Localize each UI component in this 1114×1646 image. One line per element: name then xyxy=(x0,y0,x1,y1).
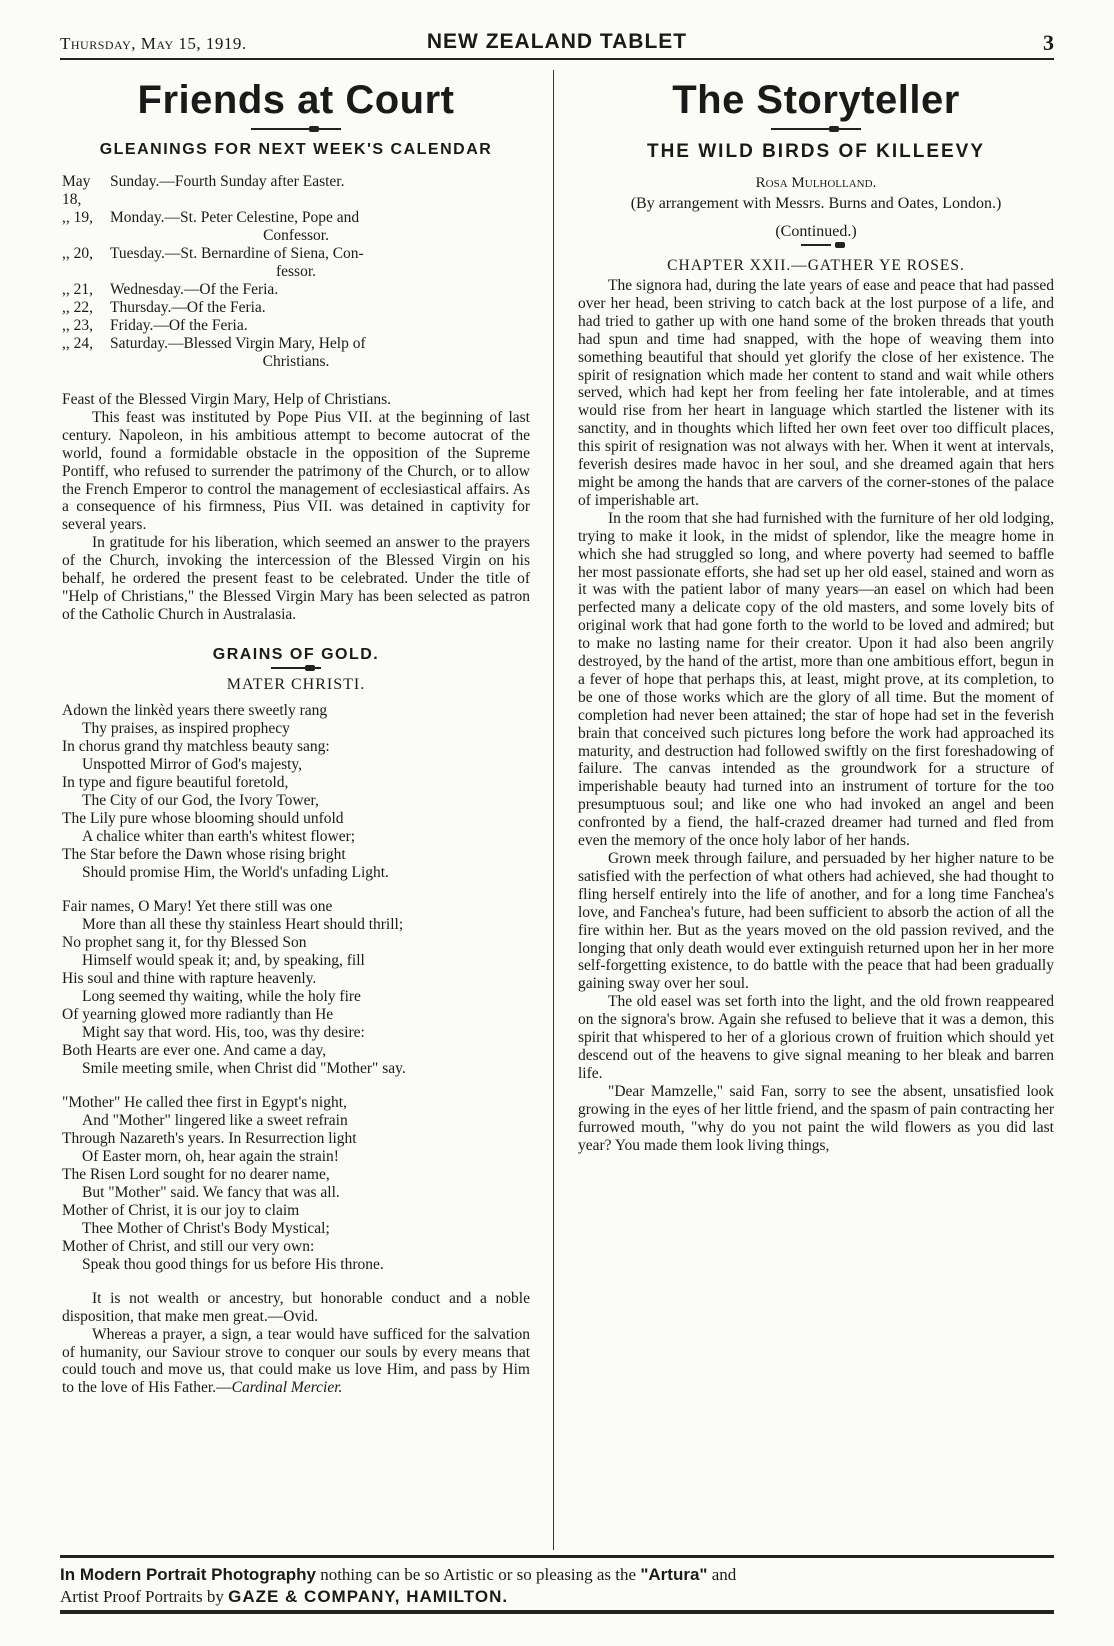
poem-line: But "Mother" said. We fancy that was all. xyxy=(82,1183,340,1201)
poem-line: No prophet sang it, for thy Blessed Son xyxy=(62,933,307,951)
calendar-entry xyxy=(62,173,530,209)
arrangement-note: (By arrangement with Messrs. Burns and Oates, London.) xyxy=(630,195,1002,212)
poem-stanza xyxy=(62,1094,530,1274)
bottom-rule xyxy=(60,1610,1054,1614)
calendar-heading: GLEANINGS FOR NEXT WEEK'S CALENDAR xyxy=(99,141,493,158)
calendar-entry xyxy=(62,299,530,317)
masthead: NEW ZEALAND TABLET xyxy=(426,30,688,53)
calendar-text: Sunday.—Fourth Sunday after Easter. xyxy=(110,173,345,190)
story-author: Rosa Mulholland. xyxy=(755,175,877,191)
poem-line: Himself would speak it; and, by speaking, fill xyxy=(82,951,365,969)
ornament-rule-small xyxy=(801,243,831,247)
poem-line: Might say that word. His, too, was thy desire: xyxy=(82,1023,365,1041)
section-title-friends: Friends at Court xyxy=(137,78,455,122)
calendar-list xyxy=(62,173,530,371)
ad-company: GAZE & COMPANY, HAMILTON. xyxy=(228,1587,509,1606)
ad-text-2: and xyxy=(707,1565,737,1584)
poem-line: Fair names, O Mary! Yet there still was one xyxy=(62,897,333,915)
calendar-continuation: fessor. xyxy=(275,263,317,280)
poem-line: In chorus grand thy matchless beauty sang: xyxy=(62,737,330,755)
story-paragraph: The old easel was set forth into the light, and the old frown reappeared on the signora's brow. Again she refused to believe that it was a demon, this spirit that whispered to her of a glorious crown of fruition which should yet descend out of the heavens to give signal meaning to her bleak and barren life. xyxy=(578,993,1054,1082)
quote-mercier xyxy=(62,1326,530,1398)
story-paragraph: The signora had, during the late years of ease and peace that had passed over her head, been striving to catch back at the lost purpose of a life, and had tried to gather up with one hand some of the broken threads that youth had spun and time had snapped, with the hope of weaving them into something beautiful that should yet glorify the close of her existence. The spirit of resignation which made her content to stand and wait while others served, which had kept her from feeling her fate intolerable, and at times would rise from her heart in language which startled the listener with its sanctity, and in thoughts which lifted her own feet over too difficult places, this spirit of resignation was not always with her. When it went at intervals, feverish desires made havoc in her soul, and she dreamed again that hers might be among the hands that are carvers of the corner-stones of the palace of imperishable art. xyxy=(578,277,1054,509)
story-title: THE WILD BIRDS OF KILLEEVY xyxy=(646,141,986,162)
left-column xyxy=(62,72,530,1397)
poem-line: A chalice whiter than earth's whitest flower; xyxy=(82,827,356,845)
calendar-date: ,, 23, xyxy=(62,317,93,334)
ad-emphasis-1: In Modern Portrait Photography xyxy=(60,1565,316,1584)
story-body xyxy=(578,277,1054,1154)
calendar-entry xyxy=(62,335,530,353)
ad-line-2 xyxy=(60,1586,1054,1608)
calendar-text: Friday.—Of the Feria. xyxy=(110,317,248,334)
calendar-continuation: Confessor. xyxy=(263,227,329,244)
poem-line: Long seemed thy waiting, while the holy fire xyxy=(82,987,361,1005)
poem-line: Thee Mother of Christ's Body Mystical; xyxy=(82,1219,330,1237)
story-paragraph: "Dear Mamzelle," said Fan, sorry to see the absent, unsatisfied look growing in the eyes of her little friend, and the spasm of pain contracting her furrowed mouth, "why do you not paint the wild flowers as you did last year? You made them look living things, xyxy=(578,1082,1054,1154)
quote-ovid: It is not wealth or ancestry, but honorable conduct and a noble disposition, that make men great.—Ovid. xyxy=(62,1289,530,1325)
poem-line: Adown the linkèd years there sweetly rang xyxy=(62,701,328,719)
calendar-entry xyxy=(62,209,530,227)
poem-line: Should promise Him, the World's unfading Light. xyxy=(82,863,389,881)
poem-line: Through Nazareth's years. In Resurrection light xyxy=(62,1129,357,1147)
calendar-text: Monday.—St. Peter Celestine, Pope and xyxy=(110,209,360,226)
chapter-heading: CHAPTER XXII.—GATHER YE ROSES. xyxy=(667,257,965,274)
issue-date: Thursday, May 15, 1919. xyxy=(60,34,247,53)
feast-paragraph-2: In gratitude for his liberation, which seemed an answer to the prayers of the Church, invoking the intercession of the Blessed Virgin on his behalf, he ordered the present feast to be celebrated. Under the title of "Help of Christians," the Blessed Virgin Mary has been selected as patron of the Catholic Church in Australasia. xyxy=(62,534,530,623)
poem-line: And "Mother" lingered like a sweet refrain xyxy=(82,1111,348,1129)
section-title-storyteller: The Storyteller xyxy=(672,78,960,122)
calendar-entry xyxy=(62,245,530,263)
poem-line: Mother of Christ, and still our very own: xyxy=(62,1237,315,1255)
poem-line: Both Hearts are ever one. And came a day, xyxy=(62,1041,327,1059)
poem-line: Thy praises, as inspired prophecy xyxy=(82,719,290,737)
poem-title: MATER CHRISTI. xyxy=(226,675,366,693)
poem-line: More than all these thy stainless Heart should thrill; xyxy=(82,915,404,933)
ad-brand: "Artura" xyxy=(640,1565,708,1584)
poem-line: Of yearning glowed more radiantly than He xyxy=(62,1005,334,1023)
calendar-date: ,, 20, xyxy=(62,245,93,262)
poem-line: In type and figure beautiful foretold, xyxy=(62,773,289,791)
ornament-rule xyxy=(771,127,861,131)
calendar-date: ,, 22, xyxy=(62,299,93,316)
poem xyxy=(62,702,530,1274)
feast-paragraph-1: This feast was instituted by Pope Pius VII. at the beginning of last century. Napoleon, in his ambitious attempt to become autocrat of the world, found a formidable obstacle in the opposition of the Supreme Pontiff, who refused to surrender the patrimony of the Church, or to allow the French Emperor to control the management of ecclesiastical affairs. As a consequence of his firmness, Pius VII. was detained in captivity for several years. xyxy=(62,408,530,534)
ad-line-1 xyxy=(60,1564,1054,1586)
calendar-date: ,, 21, xyxy=(62,281,93,298)
calendar-entry xyxy=(62,317,530,335)
poem-stanza xyxy=(62,702,530,882)
poem-line: Mother of Christ, it is our joy to claim xyxy=(62,1201,300,1219)
calendar-text: Thursday.—Of the Feria. xyxy=(110,299,266,316)
grains-heading: GRAINS OF GOLD. xyxy=(212,645,380,663)
poem-line: Smile meeting smile, when Christ did "Mother" say. xyxy=(82,1059,406,1077)
poem-line: His soul and thine with rapture heavenly. xyxy=(62,969,317,987)
advertisement-footer xyxy=(60,1555,1054,1608)
ad-text-3: Artist Proof Portraits by xyxy=(60,1587,229,1606)
calendar-date: ,, 24, xyxy=(62,335,93,352)
calendar-date: ,, 19, xyxy=(62,209,93,226)
page-number: 3 xyxy=(1043,30,1054,55)
page-header xyxy=(60,30,1054,60)
story-paragraph: Grown meek through failure, and persuaded by her higher nature to be satisfied with the perfection of what others had achieved, she had thought to fling herself entirely into the life of another, and for a long time Fanchea's love, and Fanchea's future, had been sufficient to absorb the action of all the fire within her. But as the years moved on the old passion revived, and the longing that only death would ever extinguish returned upon her in her more self-forgetting existence, to do battle with the peace that had been gradually gaining sway over her soul. xyxy=(578,850,1054,993)
ornament-rule xyxy=(251,127,341,131)
poem-line: The City of our God, the Ivory Tower, xyxy=(82,791,319,809)
poem-stanza xyxy=(62,898,530,1078)
ornament-rule-small xyxy=(271,666,321,670)
poem-line: The Star before the Dawn whose rising bright xyxy=(62,845,346,863)
poem-line: The Risen Lord sought for no dearer name, xyxy=(62,1165,330,1183)
calendar-text: Tuesday.—St. Bernardine of Siena, Con- xyxy=(110,245,364,262)
calendar-date: May 18, xyxy=(62,173,91,208)
calendar-entry xyxy=(62,281,530,299)
poem-line: Speak thou good things for us before His throne. xyxy=(82,1255,384,1273)
poem-line: Of Easter morn, oh, hear again the strain! xyxy=(82,1147,339,1165)
feast-title: Feast of the Blessed Virgin Mary, Help of Christians. xyxy=(62,391,391,408)
calendar-continuation: Christians. xyxy=(262,353,330,370)
quote-mercier-attribution: Cardinal Mercier. xyxy=(231,1379,343,1397)
column-divider xyxy=(553,70,554,1550)
ad-text-1: nothing can be so Artistic or so pleasing as the xyxy=(315,1565,641,1584)
poem-line: The Lily pure whose blooming should unfold xyxy=(62,809,344,827)
continued-note: (Continued.) xyxy=(775,223,857,240)
calendar-text: Wednesday.—Of the Feria. xyxy=(110,281,279,298)
story-paragraph: In the room that she had furnished with the furniture of her old lodging, trying to make it look, in the midst of splendor, like the meagre home in which she had struggled so long, and where poverty had seemed to baffle her most passionate efforts, she had set up her old easel, stained and worn as it was with the patient labor of many years—an easel on which had been perfected many a delicate copy of the old masters, and some lovely bits of original work that had gone forth to the world to be loved and admired; but to make no lasting name for their creator. Upon it had also been angrily destroyed, by the hand of the artist, more than one ambitious effort, begun in a fever of hope that perhaps this, at least, might prove, at its completion, to be one of those works which are the glory of all time. But the moment of completion had never been attained; the star of hope had set in the feverish brain that conceived such pictures long before the work had approached its maturity, and destruction had followed swiftly on the first foreshadowing of failure. The canvas intended as the groundwork for a structure of imperishable beauty had turned into an instrument of torture for the too presumptuous soul; and like one who had invoked an angel and been confronted by a fiend, the half-crazed dreamer had turned and fled from even the memory of the once holy labor of her hands. xyxy=(578,509,1054,850)
right-column xyxy=(578,72,1054,1154)
poem-line: Unspotted Mirror of God's majesty, xyxy=(82,755,303,773)
poem-line: "Mother" He called thee first in Egypt's night, xyxy=(62,1093,347,1111)
calendar-text: Saturday.—Blessed Virgin Mary, Help of xyxy=(110,335,366,352)
quote-mercier-text: Whereas a prayer, a sign, a tear would have sufficed for the salvation of humanity, our Saviour strove to conquer our souls by every means that could touch and move us, that could make us love Him, and pass by Him to the love of His Father.— xyxy=(62,1325,530,1397)
